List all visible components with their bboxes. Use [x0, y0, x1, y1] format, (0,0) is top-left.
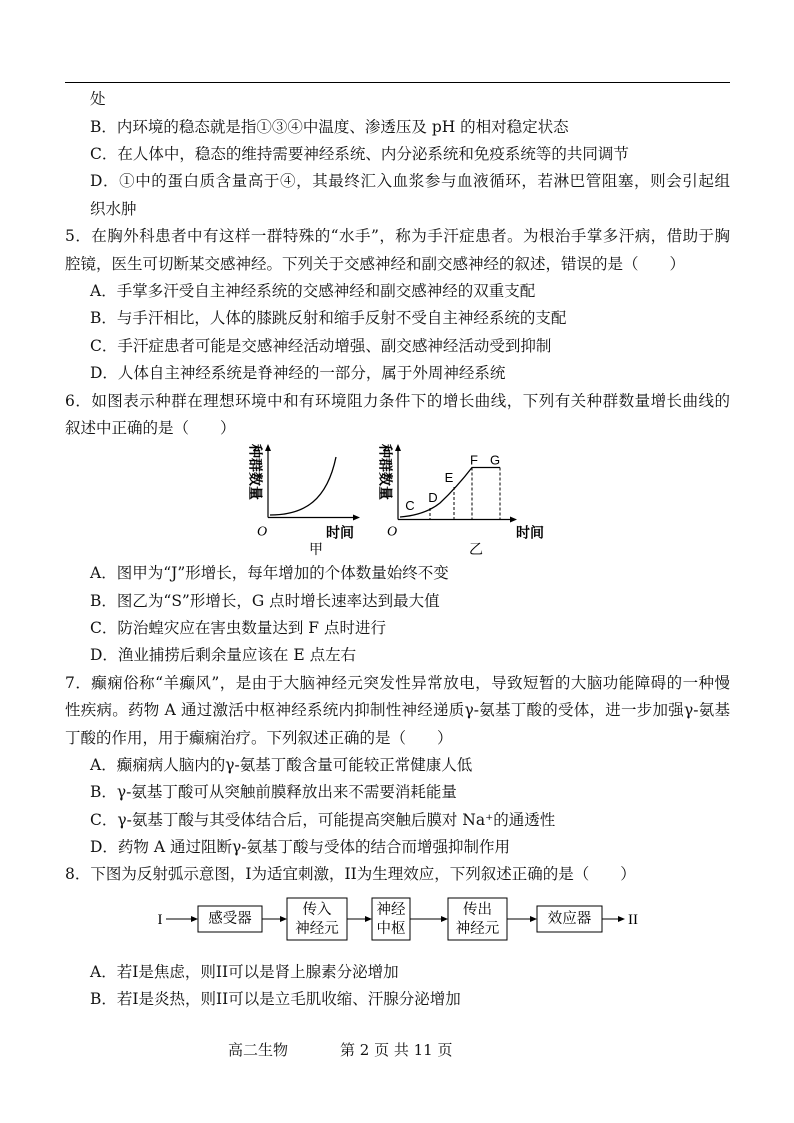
- arrowhead-icon: [280, 916, 287, 922]
- center-label-line-1: 神经: [376, 901, 406, 918]
- population-growth-svg: [65, 442, 730, 560]
- jia-x-axis-label: 时间: [326, 526, 354, 542]
- point-c-label: C: [405, 498, 415, 514]
- question8-option-a: A．若I是焦虑，则II可以是肾上腺素分泌增加: [90, 963, 399, 982]
- point-g-label: G: [489, 452, 501, 468]
- jia-y-axis-label: 种群数量: [246, 444, 262, 501]
- question7-option-d: D．药物 A 通过阻断γ-氨基丁酸与受体的结合而增强抑制作用: [90, 838, 510, 857]
- center-label-line-2: 中枢: [376, 920, 406, 937]
- question-7: [65, 670, 730, 862]
- question-6: [65, 388, 730, 670]
- yi-y-axis-arrow: [395, 444, 401, 451]
- footer-subject: 高二生物: [228, 1041, 289, 1059]
- afferent-label-line-1: 传入: [302, 901, 332, 918]
- jia-caption: 甲: [309, 543, 323, 559]
- question-5: [65, 223, 730, 387]
- page-content: [65, 86, 730, 1014]
- question6-option-d: D．渔业捕捞后剩余量应该在 E 点左右: [90, 646, 357, 665]
- question5-option-d: D．人体自主神经系统是脊神经的一部分，属于外周神经系统: [90, 364, 506, 383]
- question7-option-b: B．γ-氨基丁酸可从突触前膜释放出来不需要消耗能量: [90, 783, 457, 802]
- graph-jia: [247, 443, 361, 558]
- question5-stem-line-1: 5．在胸外科患者中有这样一群特殊的“水手”，称为手汗症患者。为根治手掌多汗病，借助于胸: [65, 227, 730, 246]
- question4-option-a-tail: 处: [90, 90, 106, 109]
- question7-option-a: A．癫痫病人脑内的γ-氨基丁酸含量可能较正常健康人低: [90, 755, 473, 774]
- arrowhead-icon: [530, 916, 537, 922]
- question5-option-b: B．与手汗相比，人体的膝跳反射和缩手反射不受自主神经系统的支配: [90, 309, 567, 328]
- reflex-arc-figure: [65, 889, 730, 959]
- jia-origin-label: O: [256, 524, 268, 540]
- arrowhead-icon: [365, 916, 372, 922]
- stimulus-label: I: [157, 911, 163, 928]
- yi-y-axis-label: 种群数量: [376, 444, 392, 501]
- question6-option-a: A．图甲为“J”形增长，每年增加的个体数量始终不变: [90, 564, 449, 583]
- receptor-label: 感受器: [208, 910, 252, 927]
- question4-option-d: D．①中的蛋白质含量高于④，其最终汇入血浆参与血液循环，若淋巴管阻塞，则会引起组: [90, 172, 730, 191]
- question6-option-c: C．防治蝗灾应在害虫数量达到 F 点时进行: [90, 618, 386, 637]
- question8-option-b: B．若I是炎热，则II可以是立毛肌收缩、汗腺分泌增加: [90, 990, 461, 1009]
- effect-label: II: [628, 911, 638, 928]
- effector-label: 效应器: [547, 910, 592, 927]
- point-f-label: F: [470, 452, 478, 468]
- question7-option-c: C．γ-氨基丁酸与其受体结合后，可能提高突触后膜对 Na⁺的通透性: [90, 810, 556, 829]
- j-curve: [270, 457, 336, 515]
- yi-caption: 乙: [469, 543, 483, 559]
- population-growth-figure: [65, 442, 730, 560]
- question4-option-c: C．在人体中，稳态的维持需要神经系统、内分泌系统和免疫系统等的共同调节: [90, 145, 629, 164]
- question5-stem-line-2: 腔镜，医生可切断某交感神经。下列关于交感神经和副交感神经的叙述，错误的是（ ）: [65, 254, 686, 273]
- question4-option-d-continued: 织水肿: [90, 199, 137, 218]
- reflex-arc-svg: [65, 889, 730, 959]
- efferent-label-line-2: 神经元: [455, 920, 500, 937]
- jia-x-axis-arrow: [353, 515, 360, 521]
- question5-option-a: A．手掌多汗受自主神经系统的交感神经和副交感神经的双重支配: [90, 282, 536, 301]
- question-8: [65, 861, 730, 1013]
- question6-stem-line-1: 6．如图表示种群在理想环境中和有环境阻力条件下的增长曲线，下列有关种群数量增长曲线的: [65, 391, 730, 410]
- arrowhead-icon: [191, 916, 198, 922]
- question7-stem-line-3: 丁酸的作用，用于癫痫治疗。下列叙述正确的是（ ）: [65, 728, 453, 747]
- header-rule: [65, 82, 730, 83]
- yi-x-axis-arrow: [510, 517, 517, 523]
- efferent-label-line-1: 传出: [463, 901, 492, 918]
- afferent-label-line-2: 神经元: [295, 920, 339, 937]
- question5-option-c: C．手汗症患者可能是交感神经活动增强、副交感神经活动受到抑制: [90, 336, 552, 355]
- arrowhead-icon: [441, 916, 448, 922]
- point-e-label: E: [444, 470, 454, 486]
- question6-option-b: B．图乙为“S”形增长，G 点时增长速率达到最大值: [90, 591, 440, 610]
- question7-stem-line-1: 7．癫痫俗称“羊癫风”，是由于大脑神经元突发性异常放电，导致短暂的大脑功能障碍的一种慢: [65, 673, 730, 692]
- jia-y-axis-arrow: [265, 444, 271, 451]
- question4-option-b: B．内环境的稳态就是指①③④中温度、渗透压及 pH 的相对稳定状态: [90, 117, 569, 136]
- arrowhead-icon: [618, 916, 625, 922]
- graph-yi: [377, 443, 545, 558]
- footer-page-number: 第 2 页 共 11 页: [340, 1041, 453, 1059]
- question8-stem: 8．下图为反射弧示意图，I为适宜刺激，II为生理效应，下列叙述正确的是（ ）: [65, 865, 636, 884]
- point-d-label: D: [428, 490, 438, 506]
- question6-stem-line-2: 叙述中正确的是（ ）: [65, 418, 236, 437]
- yi-origin-label: O: [386, 524, 398, 540]
- yi-x-axis-label: 时间: [516, 526, 544, 542]
- question7-stem-line-2: 性疾病。药物 A 通过激活中枢神经系统内抑制性神经递质γ-氨基丁酸的受体，进一步加强γ-氨基: [65, 701, 730, 720]
- question-4-continued: [65, 86, 730, 223]
